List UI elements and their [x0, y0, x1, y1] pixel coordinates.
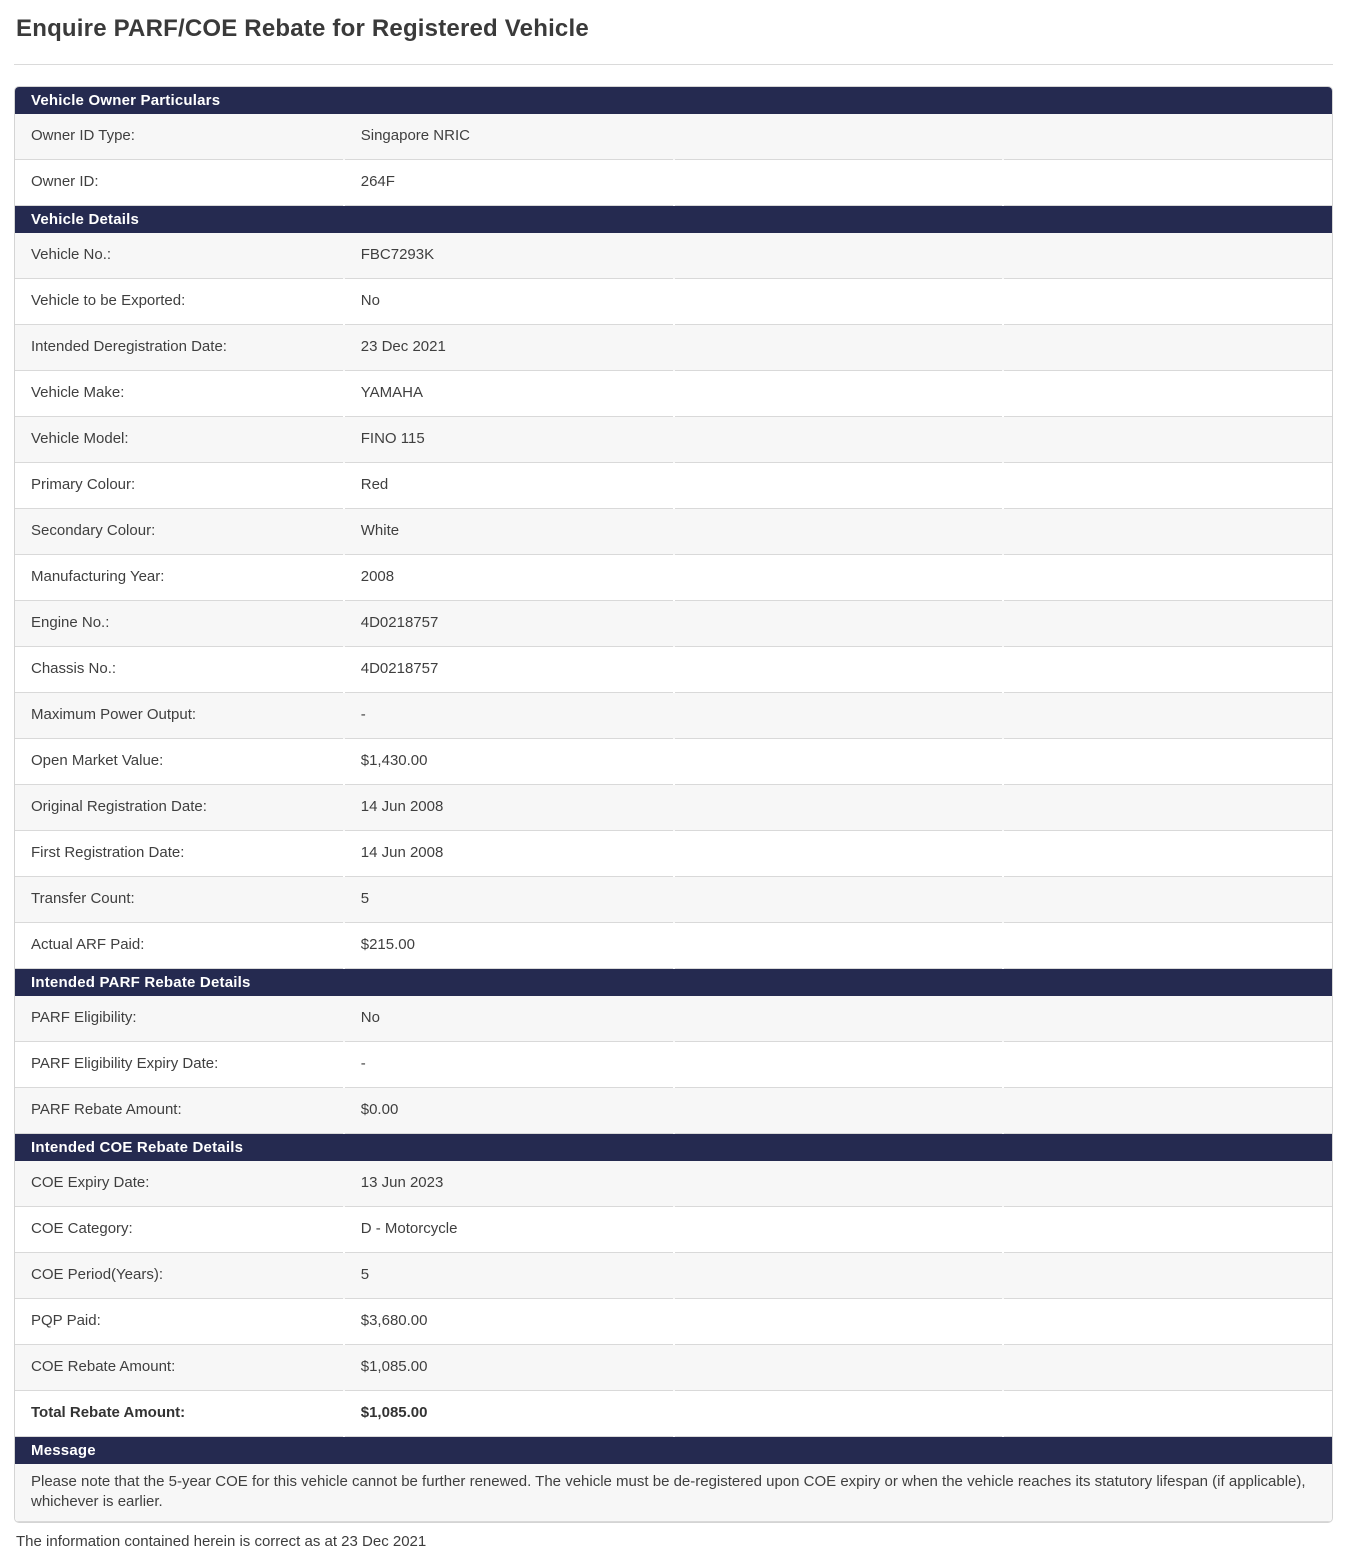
empty-cell: [675, 831, 1003, 877]
empty-cell: [675, 371, 1003, 417]
empty-cell: [675, 785, 1003, 831]
table-row: [15, 555, 1332, 601]
section-rows: [15, 996, 1332, 1134]
table-row: [15, 923, 1332, 969]
table-row: [15, 831, 1332, 877]
empty-cell: [675, 923, 1003, 969]
empty-cell: [675, 1161, 1003, 1207]
row-label: PARF Eligibility Expiry Date:: [15, 1042, 343, 1088]
section-rows: [15, 1464, 1332, 1522]
table-row: [15, 114, 1332, 160]
empty-cell: [675, 1299, 1003, 1345]
row-label: COE Category:: [15, 1207, 343, 1253]
empty-cell: [1004, 325, 1332, 371]
empty-cell: [675, 647, 1003, 693]
row-label: Primary Colour:: [15, 463, 343, 509]
empty-cell: [675, 739, 1003, 785]
section-header: Message: [15, 1437, 1332, 1464]
table-row: [15, 1299, 1332, 1345]
empty-cell: [1004, 1042, 1332, 1088]
empty-cell: [1004, 417, 1332, 463]
row-label: Maximum Power Output:: [15, 693, 343, 739]
empty-cell: [675, 233, 1003, 279]
table-row: [15, 1207, 1332, 1253]
empty-cell: [1004, 1345, 1332, 1391]
row-value: $1,085.00: [345, 1345, 673, 1391]
empty-cell: [1004, 877, 1332, 923]
row-value: 14 Jun 2008: [345, 785, 673, 831]
empty-cell: [675, 417, 1003, 463]
table-row: [15, 877, 1332, 923]
table-row: [15, 1391, 1332, 1437]
empty-cell: [1004, 739, 1332, 785]
row-value: 5: [345, 1253, 673, 1299]
table-row: [15, 1161, 1332, 1207]
empty-cell: [675, 877, 1003, 923]
row-value: 2008: [345, 555, 673, 601]
row-value: -: [345, 1042, 673, 1088]
row-label: PQP Paid:: [15, 1299, 343, 1345]
empty-cell: [1004, 160, 1332, 206]
row-label: Owner ID Type:: [15, 114, 343, 160]
table-row: [15, 233, 1332, 279]
table-row: [15, 647, 1332, 693]
empty-cell: [1004, 114, 1332, 160]
section-header: Vehicle Details: [15, 206, 1332, 233]
empty-cell: [1004, 785, 1332, 831]
empty-cell: [675, 1391, 1003, 1437]
table-row: [15, 693, 1332, 739]
row-label: Original Registration Date:: [15, 785, 343, 831]
row-label: COE Expiry Date:: [15, 1161, 343, 1207]
section-header: Intended COE Rebate Details: [15, 1134, 1332, 1161]
empty-cell: [675, 1345, 1003, 1391]
row-label: PARF Rebate Amount:: [15, 1088, 343, 1134]
empty-cell: [1004, 509, 1332, 555]
row-label: Vehicle Make:: [15, 371, 343, 417]
row-value: 4D0218757: [345, 647, 673, 693]
row-value: No: [345, 279, 673, 325]
empty-cell: [675, 996, 1003, 1042]
row-value: $3,680.00: [345, 1299, 673, 1345]
table-row: [15, 279, 1332, 325]
row-value: FBC7293K: [345, 233, 673, 279]
row-value: 4D0218757: [345, 601, 673, 647]
row-value: $0.00: [345, 1088, 673, 1134]
table-row: [15, 509, 1332, 555]
empty-cell: [1004, 1299, 1332, 1345]
table-row: [15, 160, 1332, 206]
empty-cell: [1004, 923, 1332, 969]
empty-cell: [1004, 233, 1332, 279]
empty-cell: [1004, 1253, 1332, 1299]
empty-cell: [675, 325, 1003, 371]
row-value: 23 Dec 2021: [345, 325, 673, 371]
empty-cell: [675, 1042, 1003, 1088]
row-value: Singapore NRIC: [345, 114, 673, 160]
row-value: 264F: [345, 160, 673, 206]
table-row: [15, 739, 1332, 785]
row-value: $1,430.00: [345, 739, 673, 785]
empty-cell: [1004, 279, 1332, 325]
table-row: [15, 785, 1332, 831]
empty-cell: [675, 693, 1003, 739]
row-label: Open Market Value:: [15, 739, 343, 785]
section-header: Intended PARF Rebate Details: [15, 969, 1332, 996]
empty-cell: [675, 555, 1003, 601]
table-row: [15, 601, 1332, 647]
row-label: Transfer Count:: [15, 877, 343, 923]
row-value: D - Motorcycle: [345, 1207, 673, 1253]
row-label: Actual ARF Paid:: [15, 923, 343, 969]
empty-cell: [1004, 1088, 1332, 1134]
empty-cell: [675, 114, 1003, 160]
row-value: $1,085.00: [345, 1391, 673, 1437]
empty-cell: [1004, 1161, 1332, 1207]
empty-cell: [1004, 463, 1332, 509]
empty-cell: [675, 279, 1003, 325]
row-value: 14 Jun 2008: [345, 831, 673, 877]
page: [0, 15, 1347, 1550]
row-value: FINO 115: [345, 417, 673, 463]
row-label: Vehicle No.:: [15, 233, 343, 279]
row-label: PARF Eligibility:: [15, 996, 343, 1042]
table-row: [15, 1345, 1332, 1391]
empty-cell: [675, 1207, 1003, 1253]
message-text: Please note that the 5-year COE for this vehicle cannot be further renewed. The vehicle must be de-registered upon COE expiry or when the vehicle reaches its statutory lifespan (if applicable), whichever is earlier.: [15, 1464, 1332, 1522]
table-row: [15, 463, 1332, 509]
row-value: No: [345, 996, 673, 1042]
section-rows: [15, 233, 1332, 969]
table-row: [15, 1253, 1332, 1299]
table-row: [15, 1464, 1332, 1522]
row-label: Manufacturing Year:: [15, 555, 343, 601]
row-value: 13 Jun 2023: [345, 1161, 673, 1207]
empty-cell: [675, 463, 1003, 509]
row-label: Chassis No.:: [15, 647, 343, 693]
empty-cell: [1004, 601, 1332, 647]
empty-cell: [675, 160, 1003, 206]
footer-note: The information contained herein is correct as at 23 Dec 2021: [16, 1532, 427, 1550]
row-label: Vehicle to be Exported:: [15, 279, 343, 325]
empty-cell: [1004, 693, 1332, 739]
empty-cell: [1004, 1207, 1332, 1253]
empty-cell: [1004, 831, 1332, 877]
row-label: Vehicle Model:: [15, 417, 343, 463]
table-row: [15, 1088, 1332, 1134]
section-rows: [15, 1161, 1332, 1437]
row-label: First Registration Date:: [15, 831, 343, 877]
empty-cell: [675, 509, 1003, 555]
empty-cell: [675, 1253, 1003, 1299]
table-row: [15, 996, 1332, 1042]
table-row: [15, 1042, 1332, 1088]
section-rows: [15, 114, 1332, 206]
empty-cell: [675, 601, 1003, 647]
row-value: YAMAHA: [345, 371, 673, 417]
table-row: [15, 325, 1332, 371]
row-value: White: [345, 509, 673, 555]
row-value: 5: [345, 877, 673, 923]
row-value: Red: [345, 463, 673, 509]
row-label: Engine No.:: [15, 601, 343, 647]
page-title: Enquire PARF/COE Rebate for Registered Vehicle: [16, 15, 589, 42]
row-label: Secondary Colour:: [15, 509, 343, 555]
empty-cell: [1004, 996, 1332, 1042]
row-label: Total Rebate Amount:: [15, 1391, 343, 1437]
row-value: -: [345, 693, 673, 739]
empty-cell: [1004, 647, 1332, 693]
row-label: Intended Deregistration Date:: [15, 325, 343, 371]
row-label: Owner ID:: [15, 160, 343, 206]
table-row: [15, 417, 1332, 463]
empty-cell: [1004, 1391, 1332, 1437]
empty-cell: [1004, 371, 1332, 417]
empty-cell: [675, 1088, 1003, 1134]
row-label: COE Rebate Amount:: [15, 1345, 343, 1391]
table-row: [15, 371, 1332, 417]
row-value: $215.00: [345, 923, 673, 969]
title-divider: [14, 64, 1333, 65]
row-label: COE Period(Years):: [15, 1253, 343, 1299]
empty-cell: [1004, 555, 1332, 601]
section-header: Vehicle Owner Particulars: [15, 87, 1332, 114]
rebate-enquiry-table: [14, 86, 1333, 1523]
